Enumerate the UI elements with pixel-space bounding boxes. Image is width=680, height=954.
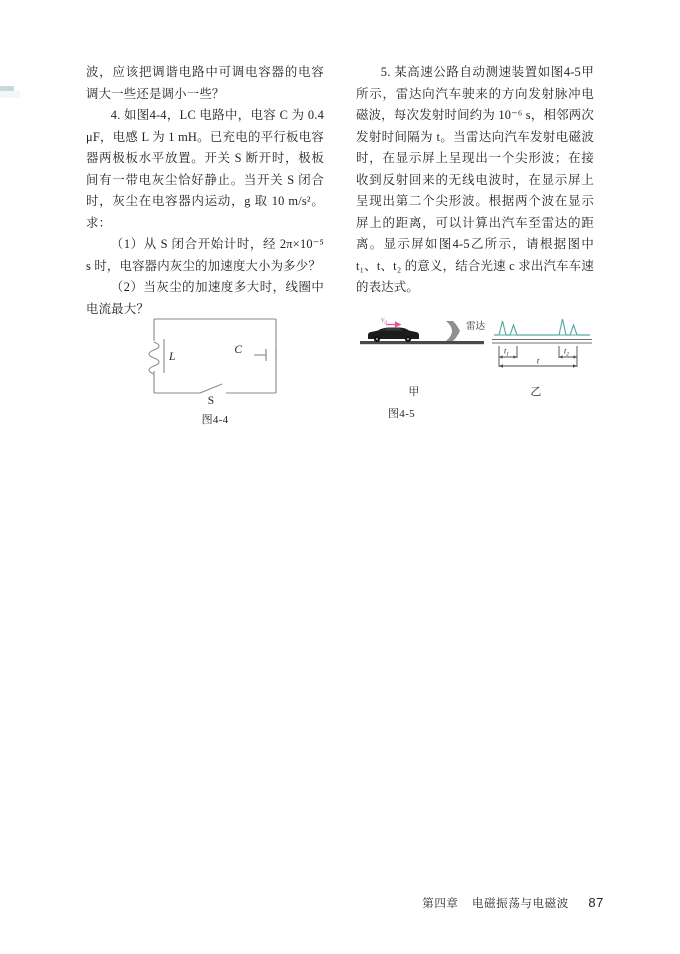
page-footer (0, 895, 680, 911)
velocity-subscript: 0 (384, 320, 388, 326)
velocity-label: $v_0$ (380, 315, 388, 326)
footer-title: 电磁振荡与电磁波 (472, 898, 569, 910)
interval-t2-label: $t_2$ (564, 346, 569, 358)
problem-5-statement: 5. 某高速公路自动测速装置如图4-5甲所示，雷达向汽车驶来的方向发射脉冲电磁波，每次发射时间约为 10⁻⁶ s，相邻两次发射时间隔为 t。当雷达向汽车发射电磁波时，在显示屏上呈现出一个尖形波；在接收到反射回来的无线电波时，在显示屏上呈现出第二个尖形波。根据两个波在显示屏上的距离，可以计算出汽车至雷达的距离。显示屏如图4-5乙所示，请根据图中 t₁、t、t₂ 的意义，结合光速 c 求出汽车车速的表达式。 (356, 65, 594, 294)
capacitor-label: C (234, 344, 242, 356)
waveform-right-spikes (550, 319, 590, 335)
figure-4-4-caption: 图4-4 (201, 414, 229, 426)
interval-t1-subscript: 1 (506, 351, 509, 358)
radar-dish-icon (446, 321, 460, 341)
problem-4-part-1: （1）从 S 闭合开始计时，经 2π×10⁻⁵ s 时，电容器内灰尘的加速度大小为多少？ (86, 237, 324, 273)
scene-jia (360, 315, 486, 344)
velocity-arrow (386, 322, 400, 326)
inductor-coil (149, 342, 159, 374)
figure-4-4 (130, 305, 300, 427)
footer-chapter: 第四章 (422, 898, 459, 910)
radar-label: 雷达 (466, 322, 486, 332)
continued-paragraph: 波，应该把调谐电路中可调电容器的电容调大一些还是调小一些？ (86, 65, 324, 101)
figures-row (86, 300, 594, 440)
scene-yi (492, 319, 592, 368)
page-number: 87 (588, 895, 604, 910)
left-text-column (86, 62, 324, 320)
lc-circuit-diagram (130, 305, 300, 405)
figure-4-5 (354, 305, 594, 421)
figure-4-5-caption: 图4-5 (388, 408, 415, 420)
sub-caption-yi: 乙 (530, 386, 542, 398)
waveform-left-spikes (494, 321, 550, 335)
text-columns (86, 62, 594, 320)
problem-4-part-2: （2）当灰尘的加速度多大时，线圈中电流最大？ (86, 280, 324, 316)
radar-speed-measurement-diagram (354, 305, 594, 387)
sub-caption-jia: 甲 (408, 386, 420, 398)
margin-edge-tab-secondary (0, 91, 20, 98)
problem-4-statement: 4. 如图4-4，LC 电路中，电容 C 为 0.4 μF，电感 L 为 1 mH。已充电的平行板电容器两极板水平放置。开关 S 断开时，极板间有一带电灰尘恰好静止。当开关 S 闭合时，灰尘在电容器内运动，g 取 10 m/s²。求： (86, 108, 324, 230)
switch-label: S (207, 395, 215, 405)
figure-4-5-sub-captions (354, 387, 594, 403)
inductor-label: L (169, 351, 176, 363)
interval-t2-subscript: 2 (566, 351, 569, 358)
interval-t-label: t (536, 355, 540, 366)
right-text-column (356, 62, 594, 320)
capacitor-plates (266, 349, 276, 361)
interval-t1-label: $t_1$ (504, 346, 509, 358)
